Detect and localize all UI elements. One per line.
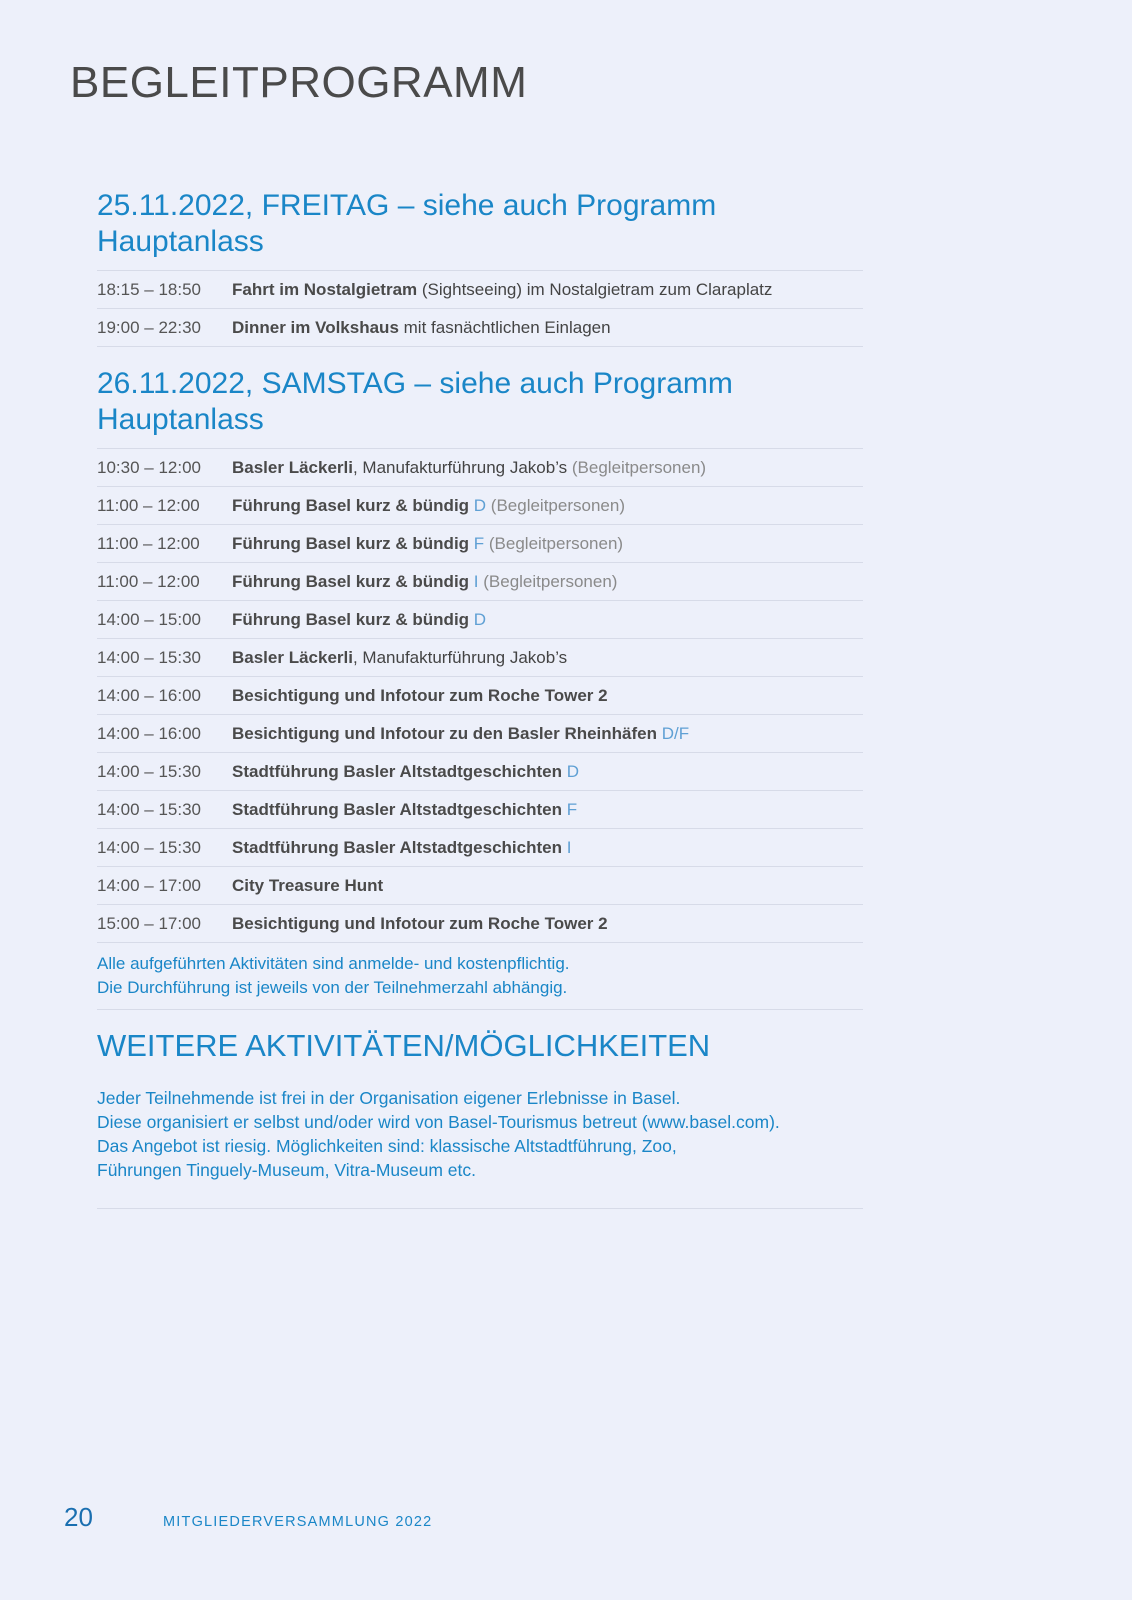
activity-title: Basler Läckerli	[232, 457, 353, 477]
friday-section	[97, 188, 863, 347]
activity-title: Fahrt im Nostalgietram	[232, 279, 418, 299]
page-number: 20	[64, 1502, 93, 1532]
page-title: BEGLEITPROGRAMM	[70, 58, 528, 107]
schedule-row	[97, 791, 863, 829]
schedule-row	[97, 829, 863, 867]
schedule-time: 10:30 – 12:00	[97, 457, 201, 477]
schedule-description	[232, 280, 772, 300]
more-activities-heading: WEITERE AKTIVITÄTEN/MÖGLICHKEITEN	[97, 1028, 711, 1063]
language-code: D/F	[657, 723, 690, 743]
more-line: Führungen Tinguely-Museum, Vitra-Museum etc.	[97, 1160, 477, 1180]
language-code: I	[469, 571, 479, 591]
activity-title: Stadtführung Basler Altstadtgeschichten	[232, 837, 562, 857]
note-line: Alle aufgeführten Aktivitäten sind anmelde- und kostenpflichtig.	[97, 954, 570, 973]
activity-detail: mit fasnächtlichen Einlagen	[398, 317, 611, 337]
schedule-row	[97, 601, 863, 639]
schedule-time: 14:00 – 15:00	[97, 609, 201, 629]
activity-title: City Treasure Hunt	[232, 875, 384, 895]
schedule-description	[232, 876, 383, 896]
schedule-time: 14:00 – 15:30	[97, 647, 201, 667]
audience-note: (Begleitpersonen)	[486, 495, 625, 515]
schedule-description	[232, 686, 608, 706]
schedule-description	[232, 648, 567, 668]
schedule-row	[97, 487, 863, 525]
schedule-time: 11:00 – 12:00	[97, 495, 200, 515]
schedule-description	[232, 914, 608, 934]
schedule-time: 14:00 – 15:30	[97, 761, 201, 781]
schedule-time: 14:00 – 16:00	[97, 685, 201, 705]
schedule-row	[97, 753, 863, 791]
saturday-note	[97, 943, 863, 1010]
language-code: D	[561, 761, 579, 781]
activity-title: Stadtführung Basler Altstadtgeschichten	[232, 799, 562, 819]
activity-detail: , Manufakturführung Jakob’s	[352, 457, 568, 477]
friday-schedule	[97, 270, 863, 347]
activity-title: Besichtigung und Infotour zum Roche Tower 2	[232, 913, 608, 933]
activity-title: Besichtigung und Infotour zu den Basler Rheinhäfen	[232, 723, 658, 743]
activity-title: Basler Läckerli	[232, 647, 353, 667]
schedule-time: 15:00 – 17:00	[97, 913, 201, 933]
schedule-row	[97, 309, 863, 347]
more-line: Das Angebot ist riesig. Möglichkeiten sind: klassische Altstadtführung, Zoo,	[97, 1136, 677, 1156]
activity-title: Dinner im Volkshaus	[232, 317, 399, 337]
saturday-section	[97, 366, 863, 1010]
saturday-schedule	[97, 448, 863, 943]
language-code: I	[561, 837, 572, 857]
schedule-description	[232, 534, 623, 554]
schedule-row	[97, 563, 863, 601]
audience-note: (Begleitpersonen)	[567, 457, 707, 477]
schedule-time: 18:15 – 18:50	[97, 279, 201, 299]
language-code: D	[469, 495, 487, 515]
schedule-time: 11:00 – 12:00	[97, 533, 200, 553]
schedule-time: 14:00 – 17:00	[97, 875, 201, 895]
schedule-time: 19:00 – 22:30	[97, 317, 201, 337]
schedule-row	[97, 449, 863, 487]
schedule-description	[232, 572, 617, 592]
activity-title: Besichtigung und Infotour zum Roche Tower 2	[232, 685, 608, 705]
more-line: Jeder Teilnehmende ist frei in der Organisation eigener Erlebnisse in Basel.	[97, 1088, 681, 1108]
activity-detail: (Sightseeing) im Nostalgietram zum Claraplatz	[417, 279, 773, 299]
schedule-description	[232, 800, 577, 820]
schedule-description	[232, 838, 571, 858]
note-line: Die Durchführung ist jeweils von der Teilnehmerzahl abhängig.	[97, 978, 568, 997]
schedule-description	[232, 318, 611, 338]
footer-label: MITGLIEDERVERSAMMLUNG 2022	[163, 1514, 433, 1530]
schedule-row	[97, 271, 863, 309]
activity-title: Führung Basel kurz & bündig	[232, 609, 470, 629]
schedule-row	[97, 639, 863, 677]
more-line: Diese organisiert er selbst und/oder wird von Basel-Tourismus betreut (www.basel.com).	[97, 1112, 780, 1132]
activity-title: Führung Basel kurz & bündig	[232, 533, 470, 553]
schedule-row	[97, 867, 863, 905]
activity-title: Führung Basel kurz & bündig	[232, 495, 470, 515]
schedule-time: 14:00 – 15:30	[97, 837, 201, 857]
schedule-description	[232, 762, 579, 782]
schedule-description	[232, 610, 486, 630]
schedule-row	[97, 905, 863, 943]
schedule-description	[232, 724, 689, 744]
schedule-time: 11:00 – 12:00	[97, 571, 200, 591]
schedule-description	[232, 496, 625, 516]
audience-note: (Begleitpersonen)	[478, 571, 618, 591]
schedule-row	[97, 715, 863, 753]
schedule-time: 14:00 – 15:30	[97, 799, 201, 819]
language-code: D	[469, 609, 487, 629]
audience-note: (Begleitpersonen)	[484, 533, 624, 553]
schedule-time: 14:00 – 16:00	[97, 723, 201, 743]
schedule-row	[97, 677, 863, 715]
language-code: F	[469, 533, 485, 553]
schedule-description	[232, 458, 706, 478]
more-activities-text	[97, 1086, 863, 1209]
more-activities-section	[97, 1028, 863, 1209]
friday-heading: 25.11.2022, FREITAG – siehe auch Programm Hauptanlass	[97, 189, 717, 258]
language-code: F	[561, 799, 578, 819]
activity-title: Führung Basel kurz & bündig	[232, 571, 470, 591]
schedule-row	[97, 525, 863, 563]
activity-detail: , Manufakturführung Jakob’s	[352, 647, 568, 667]
activity-title: Stadtführung Basler Altstadtgeschichten	[232, 761, 562, 781]
saturday-heading: 26.11.2022, SAMSTAG – siehe auch Programm Hauptanlass	[97, 367, 733, 436]
